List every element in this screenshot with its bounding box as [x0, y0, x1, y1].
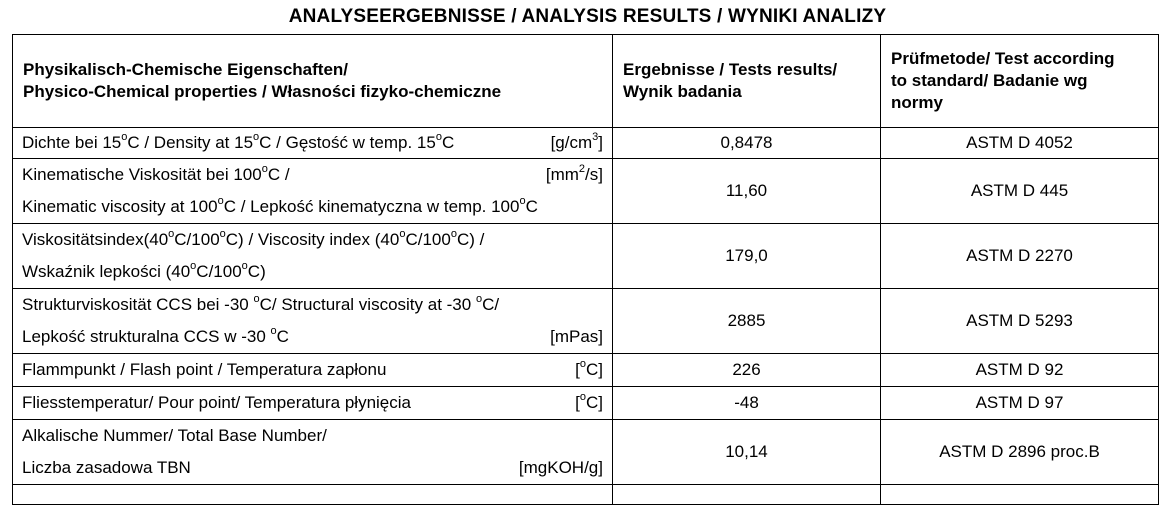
analysis-results-table: [12, 34, 1159, 505]
table-row: [13, 485, 1159, 505]
header-result-line1: Ergebnisse / Tests results/: [623, 60, 838, 79]
unit-label: [mPas]: [550, 327, 603, 346]
result-value: -48: [613, 387, 881, 420]
result-value: 0,8478: [613, 128, 881, 159]
property-cell: [13, 224, 613, 289]
property-cell: [13, 485, 613, 505]
test-method: ASTM D 2270: [881, 224, 1159, 289]
table-row: [13, 354, 1159, 387]
test-method: [881, 485, 1159, 505]
unit-label: [$^o$C]: [575, 391, 603, 412]
table-row: [13, 387, 1159, 420]
property-text: Fliesstemperatur/ Pour point/ Temperatura płynięcia: [22, 393, 411, 412]
property-cell: [13, 354, 613, 387]
header-row: [13, 35, 1159, 128]
result-value: 179,0: [613, 224, 881, 289]
table-row: [13, 224, 1159, 289]
test-method: ASTM D 2896 proc.B: [881, 420, 1159, 485]
property-text-line1: Alkalische Nummer/ Total Base Number/: [22, 426, 327, 445]
table-row: [13, 289, 1159, 354]
page-title: ANALYSEERGEBNISSE / ANALYSIS RESULTS / WYNIKI ANALIZY: [288, 6, 887, 27]
table-row: [13, 420, 1159, 485]
property-text-line1: Kinematische Viskosität bei 100$^o$C /: [22, 163, 290, 184]
result-value: 11,60: [613, 159, 881, 224]
property-cell: [13, 420, 613, 485]
property-cell: [13, 289, 613, 354]
unit-label: $[mm^2/s]$: [545, 163, 603, 184]
header-result: [613, 35, 881, 128]
header-result-line2: Wynik badania: [623, 82, 742, 101]
header-method-line1: Prüfmetode/ Test according: [891, 49, 1115, 68]
property-text: Flammpunkt / Flash point / Temperatura zapłonu: [22, 360, 387, 379]
unit-label: [$^o$C]: [575, 358, 603, 379]
test-method: ASTM D 445: [881, 159, 1159, 224]
property-text-line2: Liczba zasadowa TBN: [22, 458, 191, 477]
test-method: ASTM D 92: [881, 354, 1159, 387]
header-property-line2: Physico-Chemical properties / Własności fizyko-chemiczne: [23, 82, 502, 101]
property-text-line1: Strukturviskosität CCS bei -30 $^o$C/ Structural viscosity at -30 $^o$C/: [22, 293, 500, 314]
result-value: 226: [613, 354, 881, 387]
property-cell: [13, 128, 613, 159]
property-text-line1: Viskositätsindex(40$^o$C/100$^o$C) / Viscosity index (40$^o$C/100$^o$C) /: [22, 228, 485, 249]
property-cell: [13, 387, 613, 420]
test-method: ASTM D 97: [881, 387, 1159, 420]
table-row: [13, 159, 1159, 224]
header-method-line2: to standard/ Badanie wg: [891, 71, 1088, 90]
header-method: [881, 35, 1159, 128]
result-value: 10,14: [613, 420, 881, 485]
test-method: ASTM D 5293: [881, 289, 1159, 354]
property-text-line2: Wskaźnik lepkości (40$^o$C/100$^o$C): [22, 260, 266, 281]
property-text: Dichte bei 15$^o$C / Density at 15$^o$C / Gęstość w temp. 15$^o$C: [22, 131, 455, 152]
result-value: 2885: [613, 289, 881, 354]
header-method-line3: normy: [891, 93, 943, 112]
table-row: [13, 128, 1159, 159]
test-method: ASTM D 4052: [881, 128, 1159, 159]
unit-label: [mgKOH/g]: [518, 458, 603, 477]
unit-label: $[g/cm^3]$: [550, 131, 603, 152]
header-property-line1: Physikalisch-Chemische Eigenschaften/: [23, 60, 349, 79]
property-text-line2: Kinematic viscosity at 100$^o$C / Lepkość kinematyczna w temp. 100$^o$C: [22, 195, 538, 216]
header-property: [13, 35, 613, 128]
result-value: [613, 485, 881, 505]
property-cell: [13, 159, 613, 224]
property-text-line2: Lepkość strukturalna CCS w -30 $^o$C: [22, 325, 289, 346]
